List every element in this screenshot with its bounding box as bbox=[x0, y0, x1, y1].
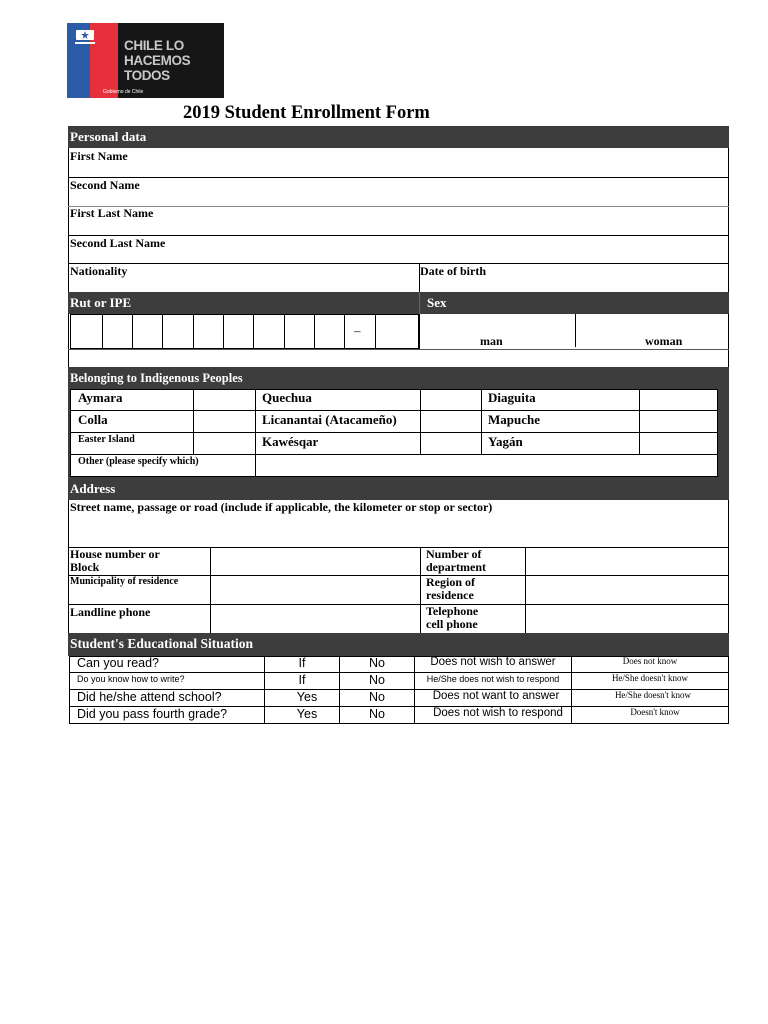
indigenous-checkbox-yagan[interactable] bbox=[639, 432, 718, 455]
section-header-personal: Personal data bbox=[68, 126, 729, 148]
indigenous-colla: Colla bbox=[78, 412, 108, 427]
question-fourth-grade: Did you pass fourth grade? bbox=[77, 707, 228, 721]
indigenous-checkbox-colla[interactable] bbox=[193, 410, 256, 433]
indigenous-other-label: Other (please specify which) bbox=[78, 456, 199, 467]
rut-dash: – bbox=[354, 323, 361, 338]
label-man: man bbox=[480, 334, 503, 348]
rut-cell-divider bbox=[344, 314, 345, 349]
option-yes[interactable]: If bbox=[298, 673, 306, 687]
option-no[interactable]: No bbox=[369, 656, 385, 670]
indigenous-kawesqar: Kawésqar bbox=[262, 434, 319, 449]
coat-of-arms-icon bbox=[70, 27, 100, 49]
input-street[interactable] bbox=[68, 515, 729, 547]
label-department: Number of department bbox=[426, 547, 486, 574]
option-unknown[interactable]: Does not know bbox=[622, 656, 678, 666]
label-second-last-name: Second Last Name bbox=[70, 236, 166, 250]
option-no-answer[interactable]: Does not wish to answer bbox=[430, 656, 556, 668]
rut-cell-divider bbox=[375, 314, 376, 349]
input-date-of-birth[interactable] bbox=[420, 265, 728, 291]
label-first-last-name: First Last Name bbox=[70, 206, 154, 220]
form-title: 2019 Student Enrollment Form bbox=[183, 103, 430, 123]
option-yes[interactable]: Yes bbox=[296, 690, 318, 704]
logo-blue-band bbox=[67, 23, 90, 98]
input-department[interactable] bbox=[526, 548, 728, 575]
label-date-of-birth: Date of birth bbox=[420, 264, 486, 278]
input-first-name[interactable] bbox=[68, 150, 729, 177]
indigenous-checkbox-kawesqar[interactable] bbox=[420, 432, 482, 455]
input-landline[interactable] bbox=[211, 605, 420, 633]
divider bbox=[68, 263, 729, 264]
question-write: Do you know how to write? bbox=[77, 674, 185, 684]
section-header-rut: Rut or IPE bbox=[68, 292, 419, 314]
input-municipality[interactable] bbox=[211, 576, 420, 604]
label-cell-phone: Telephone cell phone bbox=[426, 604, 479, 631]
option-unknown[interactable]: He/She doesn't know bbox=[614, 690, 692, 700]
indigenous-quechua: Quechua bbox=[262, 390, 312, 405]
rut-cell-divider bbox=[253, 314, 254, 349]
input-second-name[interactable] bbox=[68, 179, 729, 206]
section-header-address: Address bbox=[68, 478, 729, 500]
divider bbox=[68, 177, 729, 178]
indigenous-yagan: Yagán bbox=[488, 434, 523, 449]
label-first-name: First Name bbox=[70, 149, 128, 163]
input-nationality[interactable] bbox=[68, 265, 418, 291]
logo-black-band bbox=[118, 23, 224, 98]
rut-cell-divider bbox=[284, 314, 285, 349]
section-header-sex: Sex bbox=[419, 292, 729, 314]
rut-cell-divider bbox=[162, 314, 163, 349]
indigenous-easter-island: Easter Island bbox=[78, 434, 135, 445]
option-no[interactable]: No bbox=[369, 673, 385, 687]
label-region: Region of residence bbox=[426, 575, 475, 602]
label-municipality: Municipality of residence bbox=[70, 576, 179, 587]
label-woman: woman bbox=[645, 334, 683, 348]
logo-gobierno-label: Gobierno de Chile bbox=[103, 89, 144, 95]
indigenous-checkbox-mapuche[interactable] bbox=[639, 410, 718, 433]
input-house-number[interactable] bbox=[211, 548, 420, 575]
divider bbox=[419, 292, 420, 314]
divider bbox=[68, 349, 729, 350]
indigenous-aymara: Aymara bbox=[78, 390, 123, 405]
input-second-last-name[interactable] bbox=[68, 237, 729, 263]
rut-input-group[interactable] bbox=[70, 314, 419, 349]
rut-cell-divider bbox=[193, 314, 194, 349]
question-attend-school: Did he/she attend school? bbox=[77, 690, 222, 704]
input-indigenous-other[interactable] bbox=[255, 454, 718, 477]
indigenous-mapuche: Mapuche bbox=[488, 412, 540, 427]
option-no[interactable]: No bbox=[369, 690, 385, 704]
logo-slogan: CHILE LO HACEMOS TODOS bbox=[124, 38, 191, 83]
divider bbox=[420, 547, 421, 633]
label-street: Street name, passage or road (include if applicable, the kilometer or stop or sector) bbox=[70, 500, 493, 514]
question-read: Can you read? bbox=[77, 656, 160, 670]
indigenous-checkbox-licanantai[interactable] bbox=[420, 410, 482, 433]
option-no-answer[interactable]: Does not want to answer bbox=[432, 690, 560, 702]
rut-cell-divider bbox=[102, 314, 103, 349]
input-cell-phone[interactable] bbox=[526, 605, 728, 633]
indigenous-checkbox-aymara[interactable] bbox=[193, 389, 256, 411]
rut-cell-divider bbox=[223, 314, 224, 349]
divider bbox=[68, 206, 729, 207]
government-logo bbox=[67, 23, 224, 98]
option-yes[interactable]: If bbox=[298, 656, 306, 670]
divider bbox=[68, 235, 729, 236]
indigenous-checkbox-easter-island[interactable] bbox=[193, 432, 256, 455]
indigenous-licanantai: Licanantai (Atacameño) bbox=[262, 412, 397, 427]
label-house-number: House number or Block bbox=[70, 547, 160, 574]
rut-cell-divider bbox=[314, 314, 315, 349]
option-no-answer[interactable]: He/She does not wish to respond bbox=[426, 674, 560, 684]
label-landline: Landline phone bbox=[70, 605, 151, 619]
option-unknown[interactable]: Doesn't know bbox=[630, 707, 680, 717]
option-unknown[interactable]: He/She doesn't know bbox=[611, 673, 689, 683]
section-header-indigenous: Belonging to Indigenous Peoples bbox=[68, 367, 729, 389]
input-first-last-name[interactable] bbox=[68, 208, 729, 235]
label-second-name: Second Name bbox=[70, 178, 140, 192]
option-yes[interactable]: Yes bbox=[296, 707, 318, 721]
option-no[interactable]: No bbox=[369, 707, 385, 721]
label-nationality: Nationality bbox=[70, 264, 128, 278]
rut-cell-divider bbox=[132, 314, 133, 349]
indigenous-checkbox-diaguita[interactable] bbox=[639, 389, 718, 411]
indigenous-diaguita: Diaguita bbox=[488, 390, 536, 405]
input-region[interactable] bbox=[526, 576, 728, 604]
section-header-education: Student's Educational Situation bbox=[68, 633, 729, 656]
option-no-answer[interactable]: Does not wish to respond bbox=[433, 707, 563, 719]
indigenous-checkbox-quechua[interactable] bbox=[420, 389, 482, 411]
